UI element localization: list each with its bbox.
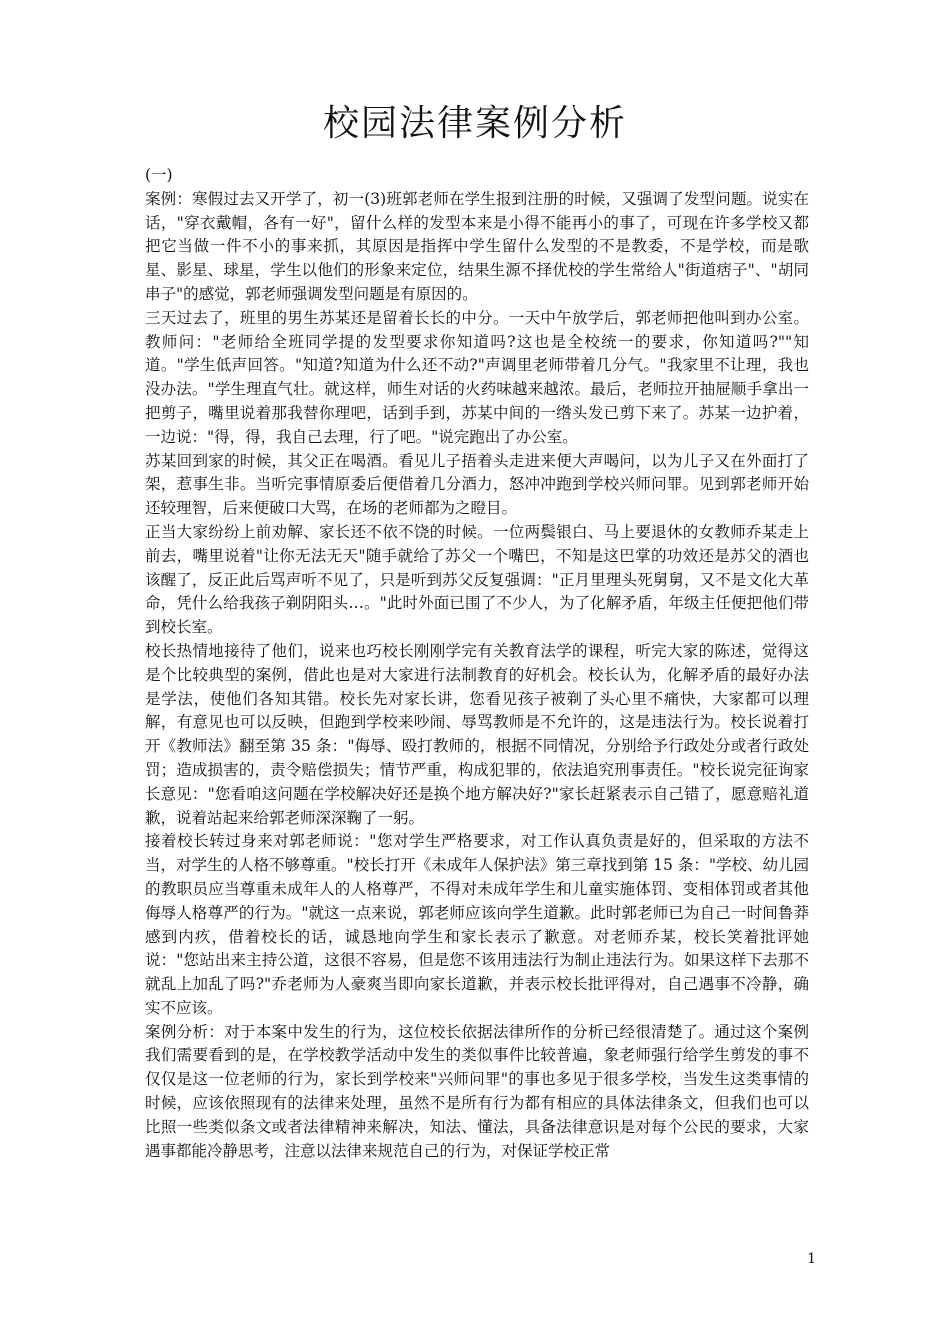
- document-title: 校园法律案例分析: [322, 103, 627, 144]
- paragraph-case-intro: 案例：寒假过去又开学了，初一(3)班郭老师在学生报到注册的时候，又强调了发型问题。说实在话，"穿衣戴帽，各有一好"，留什么样的发型本来是小得不能再小的事了，可现在许多学校又都把它当做一件不小的事来抓，其原因是指挥中学生留什么发型的不是教委，不是学校，而是歌星、影星、球星，学生以他们的形象来定位，结果生源不择优校的学生常给人"街道痞子"、"胡同串子"的感觉，郭老师强调发型问题是有原因的。: [145, 189, 809, 303]
- document-body: [145, 164, 809, 1163]
- page-number: 1: [807, 1251, 816, 1267]
- paragraph-father-arrives: 苏某回到家的时候，其父正在喝酒。看见儿子捂着头走进来便大声喝问，以为儿子又在外面打了架，惹事生非。当听完事情原委后便借着几分酒力，怒冲冲跑到学校兴师问罪。见到郭老师开始还较理智，后来便破口大骂，在场的老师都为之瞪目。: [145, 451, 809, 518]
- paragraph-principal-to-teacher: 接着校长转过身来对郭老师说："您对学生严格要求，对工作认真负责是好的，但采取的方法不当，对学生的人格不够尊重。"校长打开《未成年人保护法》第三章找到第 15 条："学校、幼儿园的教职员应当尊重未成年人的人格尊严，不得对未成年学生和儿童实施体罚、变相体罚或者其他侮辱人格尊严的行为。"就这一点来说，郭老师应该向学生道歉。此时郭老师已为自己一时间鲁莽感到内疚，借着校长的话，诚恳地向学生和家长表示了歉意。对老师乔某，校长笑着批评她说："您站出来主持公道，这很不容易，但是您不该用违法行为制止违法行为。如果这样下去那不就乱上加乱了吗?"乔老师为人豪爽当即向家长道歉，并表示校长批评得对，自己遇事不冷静，确实不应该。: [145, 832, 809, 1017]
- section-marker: (一): [145, 166, 173, 184]
- paragraph-teacher-slap: 正当大家纷纷上前劝解、家长还不依不饶的时候。一位两鬓银白、马上要退休的女教师乔某走上前去，嘴里说着"让你无法无天"随手就给了苏父一个嘴巴，不知是这巴掌的功效还是苏父的酒也该醒了，反正此后骂声听不见了，只是听到苏父反复强调："正月里理头死舅舅，又不是文化大革命，凭什么给我孩子剃阴阳头…。"此时外面已围了不少人，为了化解矛盾，年级主任便把他们带到校长室。: [145, 522, 809, 637]
- paragraph-case-analysis: 案例分析：对于本案中发生的行为，这位校长依据法律所作的分析已经很清楚了。通过这个案例我们需要看到的是，在学校教学活动中发生的类似事件比较普遍，象老师强行给学生剪发的事不仅仅是这一位老师的行为，家长到学校来"兴师问罪"的事也多见于很多学校，当发生这类事情的时候，应该依照现有的法律来处理，虽然不是所有行为都有相应的具体法律条文，但我们也可以比照一些类似条文或者法律精神来解决，知法、懂法，具备法律意识是对每个公民的要求，大家遇事都能冷静思考，注意以法律来规范自己的行为，对保证学校正常: [145, 1022, 809, 1160]
- paragraph-office-conversation: 三天过去了，班里的男生苏某还是留着长长的中分。一天中午放学后，郭老师把他叫到办公室。教师问："老师给全班同学提的发型要求你知道吗?这也是全校统一的要求，你知道吗?""知道。"学生低声回答。"知道?知道为什么还不动?"声调里老师带着几分气。"我家里不让理，我也没办法。"学生理直气壮。就这样，师生对话的火药味越来越浓。最后，老师拉开抽屉顺手拿出一把剪子，嘴里说着那我替你理吧，话到手到，苏某中间的一绺头发已剪下来了。苏某一边护着，一边说："得，得，我自己去理，行了吧。"说完跑出了办公室。: [145, 308, 809, 446]
- paragraph-principal-to-parent: 校长热情地接待了他们，说来也巧校长刚刚学完有关教育法学的课程，听完大家的陈述，觉得这是个比较典型的案例，借此也是对大家进行法制教育的好机会。校长认为，化解矛盾的最好办法是学法，使他们各知其错。校长先对家长讲，您看见孩子被剃了头心里不痛快，大家都可以理解，有意见也可以反映，但跑到学校来吵闹、辱骂教师是不允许的，这是违法行为。校长说着打开《教师法》翻至第 35 条："侮辱、殴打教师的，根据不同情况，分别给予行政处分或者行政处罚；造成损害的，责令赔偿损失；情节严重，构成犯罪的，依法追究刑事责任。"校长说完征询家长意见："您看咱这问题在学校解决好还是换个地方解决好?"家长赶紧表示自己错了，愿意赔礼道歉，说着站起来给郭老师深深鞠了一躬。: [145, 641, 809, 827]
